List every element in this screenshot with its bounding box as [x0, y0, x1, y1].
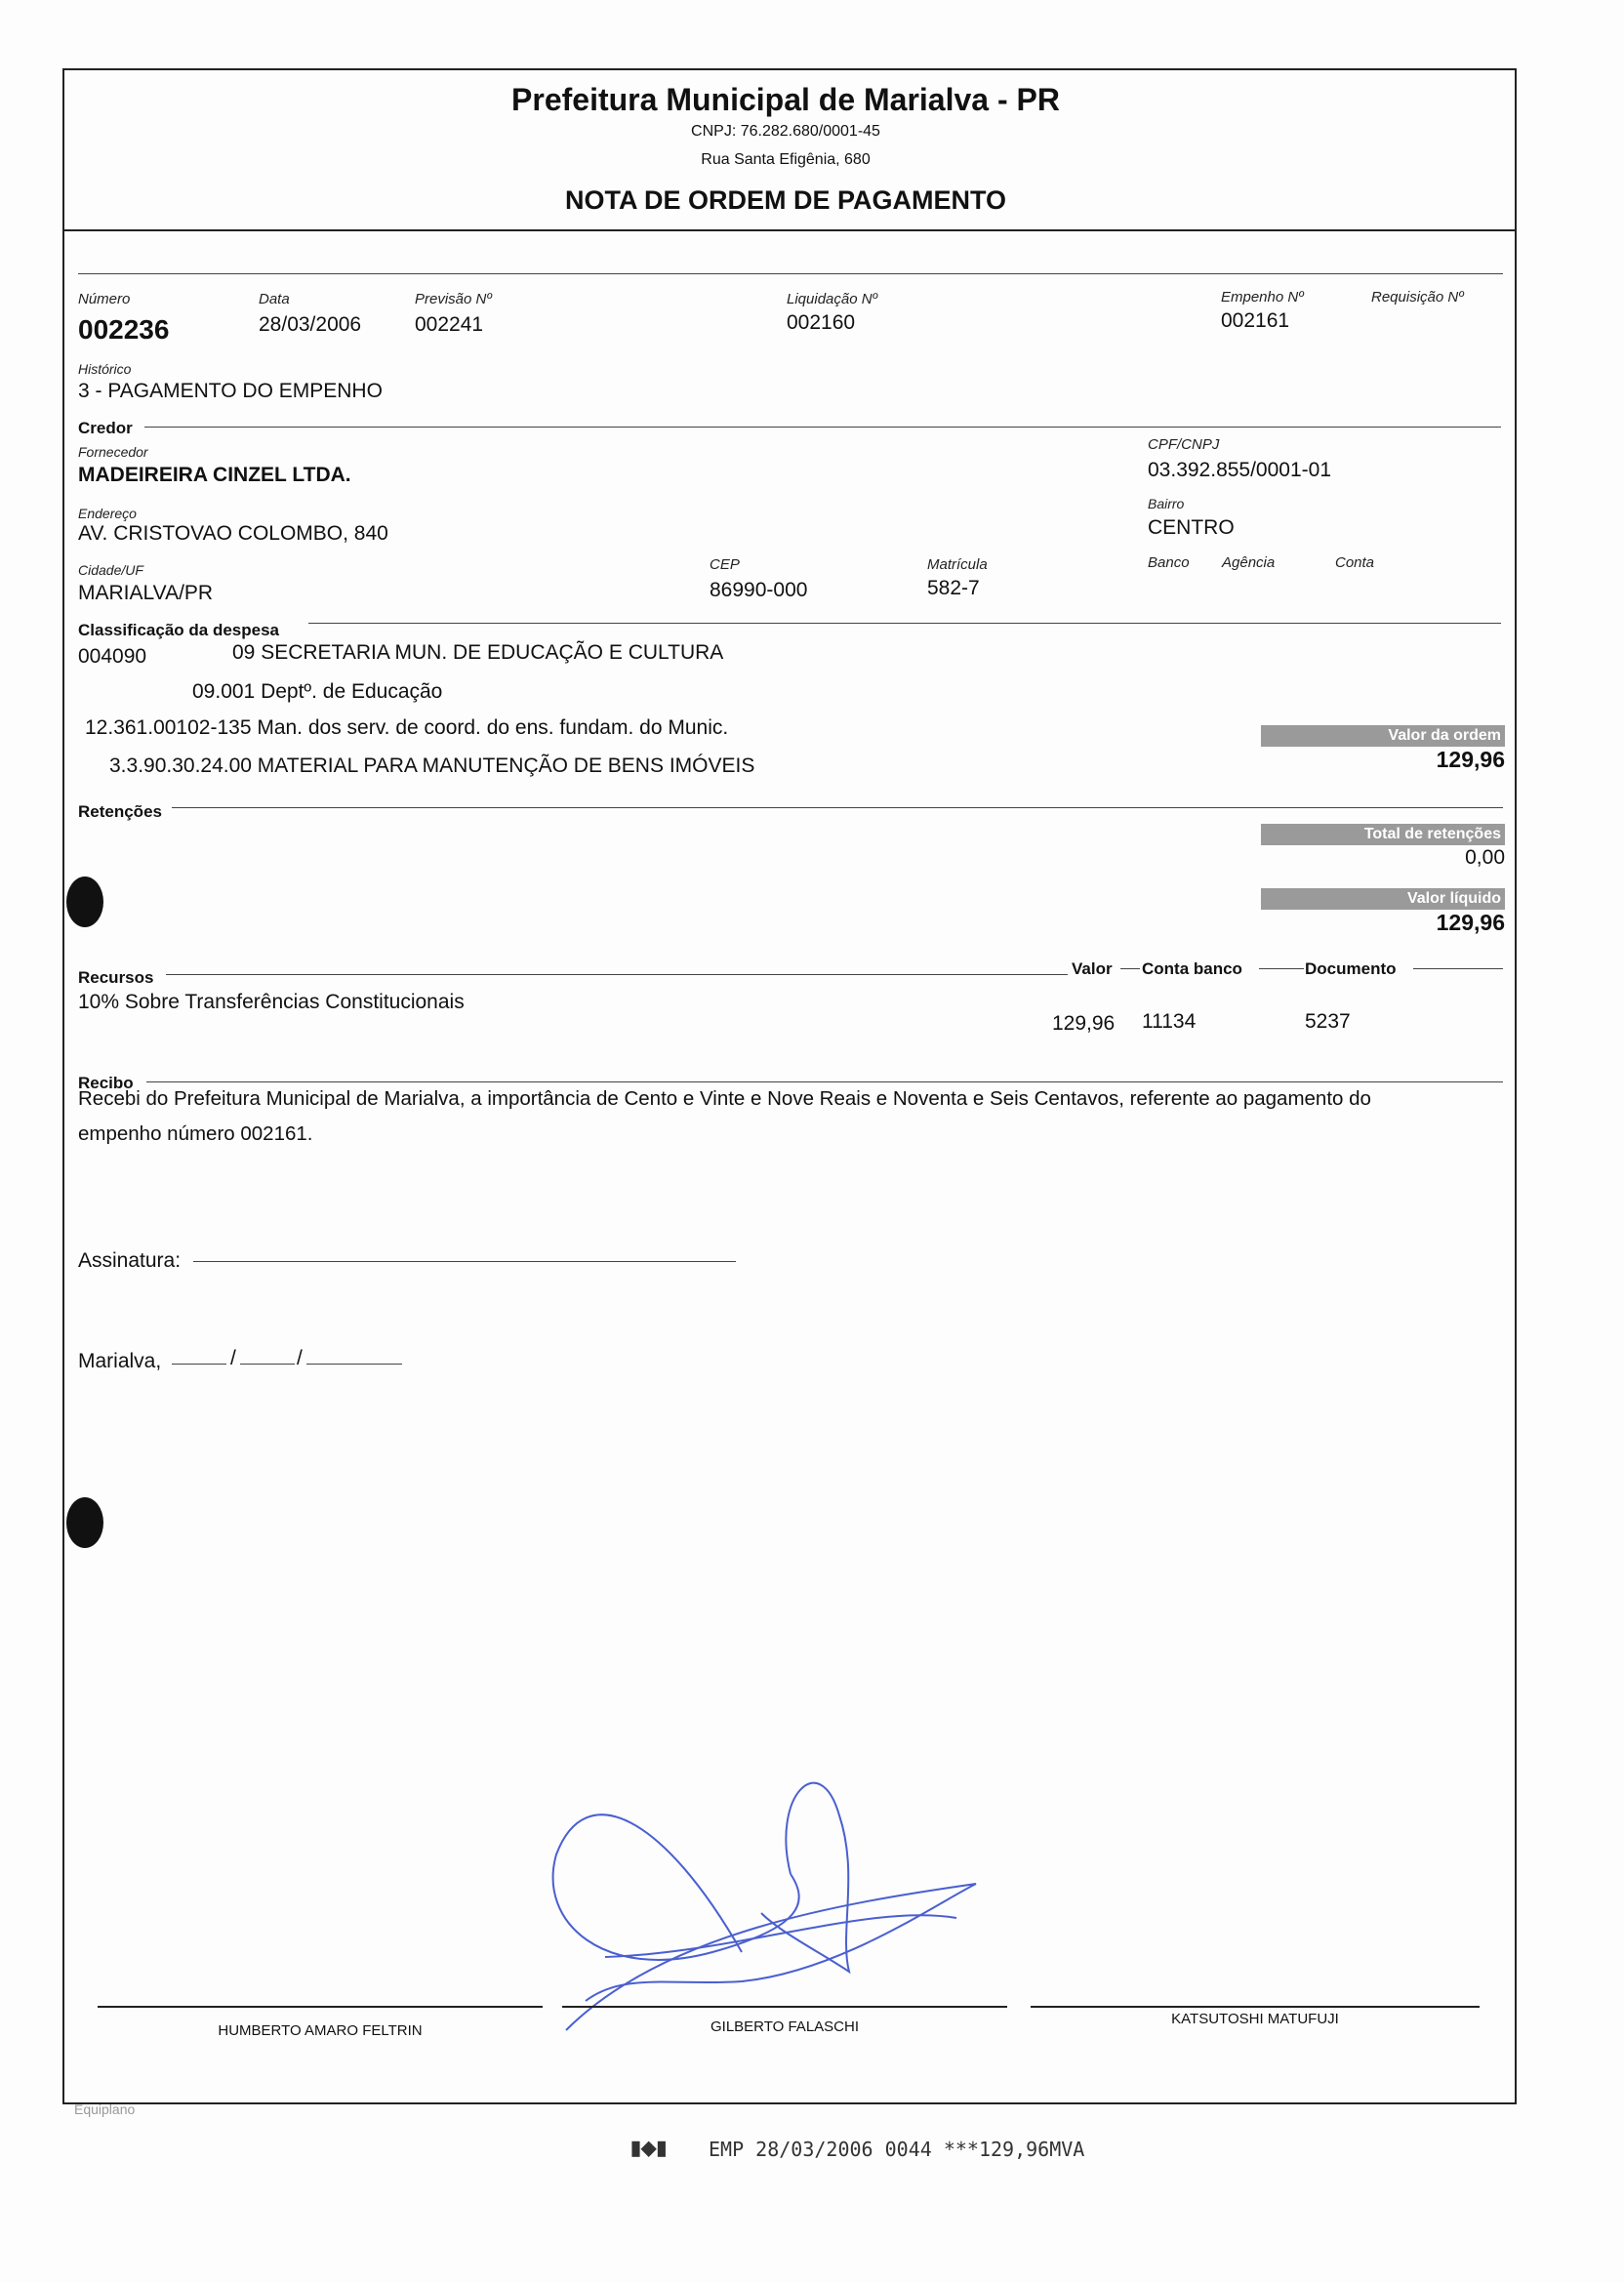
date-blank-2 [240, 1364, 295, 1365]
credor-rule [144, 427, 1501, 428]
recibo-text-line2: empenho número 002161. [78, 1122, 313, 1145]
header-divider [62, 229, 1515, 231]
classificacao-line1: 09 SECRETARIA MUN. DE EDUCAÇÃO E CULTURA [232, 641, 724, 664]
documento-label: Documento [1305, 959, 1397, 978]
recursos-conta-banco: 11134 [1142, 1010, 1197, 1033]
classificacao-section: Classificação da despesa [78, 621, 280, 639]
classificacao-line2: 09.001 Deptº. de Educação [192, 680, 443, 703]
date-slash-1: / [230, 1347, 236, 1369]
banco-label: Banco [1148, 554, 1190, 571]
recursos-documento: 5237 [1305, 1010, 1351, 1033]
empenho-label: Empenho Nº [1221, 289, 1304, 306]
liquidacao-label: Liquidação Nº [787, 291, 878, 307]
date-blank-3 [306, 1364, 402, 1365]
endereco-label: Endereço [78, 506, 137, 521]
punch-hole-top [66, 877, 103, 927]
recursos-valor-label: Valor [1072, 959, 1113, 978]
classificacao-rule [308, 623, 1501, 624]
total-retencoes-label: Total de retenções [1261, 824, 1505, 845]
previsao-value: 002241 [415, 313, 484, 336]
credor-section: Credor [78, 419, 133, 437]
fornecedor-label: Fornecedor [78, 444, 148, 460]
recursos-section: Recursos [78, 968, 154, 987]
cep-value: 86990-000 [710, 579, 808, 601]
conta-label: Conta [1335, 554, 1375, 571]
classificacao-line3: 12.361.00102-135 Man. dos serv. de coord. do ens. fundam. do Munic. [85, 716, 729, 739]
historico-value: 3 - PAGAMENTO DO EMPENHO [78, 380, 383, 402]
document-title: NOTA DE ORDEM DE PAGAMENTO [564, 185, 1006, 215]
local-label: Marialva, [78, 1350, 162, 1372]
software-watermark: Equiplano [74, 2101, 136, 2117]
matricula-label: Matrícula [927, 556, 988, 573]
header-cnpj: CNPJ: 76.282.680/0001-45 [691, 123, 880, 140]
recursos-descricao: 10% Sobre Transferências Constitucionais [78, 991, 465, 1013]
handwritten-signature [547, 1757, 995, 2089]
valor-ordem-label: Valor da ordem [1261, 725, 1505, 747]
page-title: Prefeitura Municipal de Marialva - PR [511, 82, 1060, 117]
header-address: Rua Santa Efigênia, 680 [701, 151, 871, 168]
endereco-value: AV. CRISTOVAO COLOMBO, 840 [78, 522, 388, 545]
total-retencoes-value: 0,00 [1465, 846, 1505, 869]
historico-label: Histórico [78, 361, 132, 377]
classificacao-line4: 3.3.90.30.24.00 MATERIAL PARA MANUTENÇÃO DE BENS IMÓVEIS [109, 754, 755, 777]
agencia-label: Agência [1222, 554, 1276, 571]
recibo-section: Recibo [78, 1074, 134, 1092]
cpf-label: CPF/CNPJ [1148, 436, 1220, 453]
recibo-text-line1: Recebi do Prefeitura Municipal de Marialva, a importância de Cento e Vinte e Nove Reais e Noventa e Seis Centavos, referente ao pagamento do [78, 1087, 1371, 1110]
matricula-value: 582-7 [927, 577, 980, 599]
fornecedor-value: MADEIREIRA CINZEL LTDA. [78, 464, 351, 486]
cpf-value: 03.392.855/0001-01 [1148, 459, 1332, 481]
cidade-value: MARIALVA/PR [78, 582, 214, 604]
requisicao-label: Requisição Nº [1371, 289, 1464, 306]
cep-label: CEP [710, 556, 740, 573]
assinatura-label: Assinatura: [78, 1249, 182, 1272]
classificacao-code: 004090 [78, 645, 147, 668]
recursos-valor: 129,96 [1052, 1012, 1116, 1035]
date-slash-2: / [297, 1347, 303, 1369]
bairro-value: CENTRO [1148, 516, 1235, 539]
valor-ordem-value: 129,96 [1436, 747, 1505, 772]
bank-stamp: EMP 28/03/2006 0044 ***129,96MVA [709, 2138, 1085, 2161]
bairro-label: Bairro [1148, 496, 1185, 511]
assinatura-line [193, 1261, 736, 1262]
numero-label: Número [78, 291, 131, 307]
recibo-rule [146, 1081, 1503, 1082]
signature-line-3 [1031, 2006, 1480, 2008]
liquidacao-value: 002160 [787, 311, 856, 334]
recursos-rule-3 [1259, 968, 1304, 969]
empenho-value: 002161 [1221, 309, 1290, 332]
info-top-rule [78, 273, 1503, 274]
retencoes-rule [172, 807, 1503, 808]
recursos-rule-2 [1120, 968, 1140, 969]
cidade-label: Cidade/UF [78, 562, 143, 578]
signatory-3: KATSUTOSHI MATUFUJI [1171, 2011, 1339, 2027]
signature-line-2 [562, 2006, 1007, 2008]
bank-stamp-icon: ▮◆▮ [630, 2138, 668, 2159]
conta-banco-label: Conta banco [1142, 959, 1242, 978]
signatory-2: GILBERTO FALASCHI [710, 2018, 859, 2035]
data-value: 28/03/2006 [259, 313, 362, 336]
valor-liquido-value: 129,96 [1436, 910, 1505, 935]
date-blank-1 [172, 1364, 226, 1365]
signature-line-1 [98, 2006, 543, 2008]
previsao-label: Previsão Nº [415, 291, 492, 307]
signatory-1: HUMBERTO AMARO FELTRIN [218, 2022, 423, 2039]
numero-value: 002236 [78, 314, 170, 345]
valor-liquido-label: Valor líquido [1261, 888, 1505, 910]
recursos-rule [166, 974, 1068, 975]
recursos-rule-4 [1413, 968, 1503, 969]
punch-hole-bottom [66, 1497, 103, 1548]
data-label: Data [259, 291, 290, 307]
retencoes-section: Retenções [78, 802, 162, 821]
